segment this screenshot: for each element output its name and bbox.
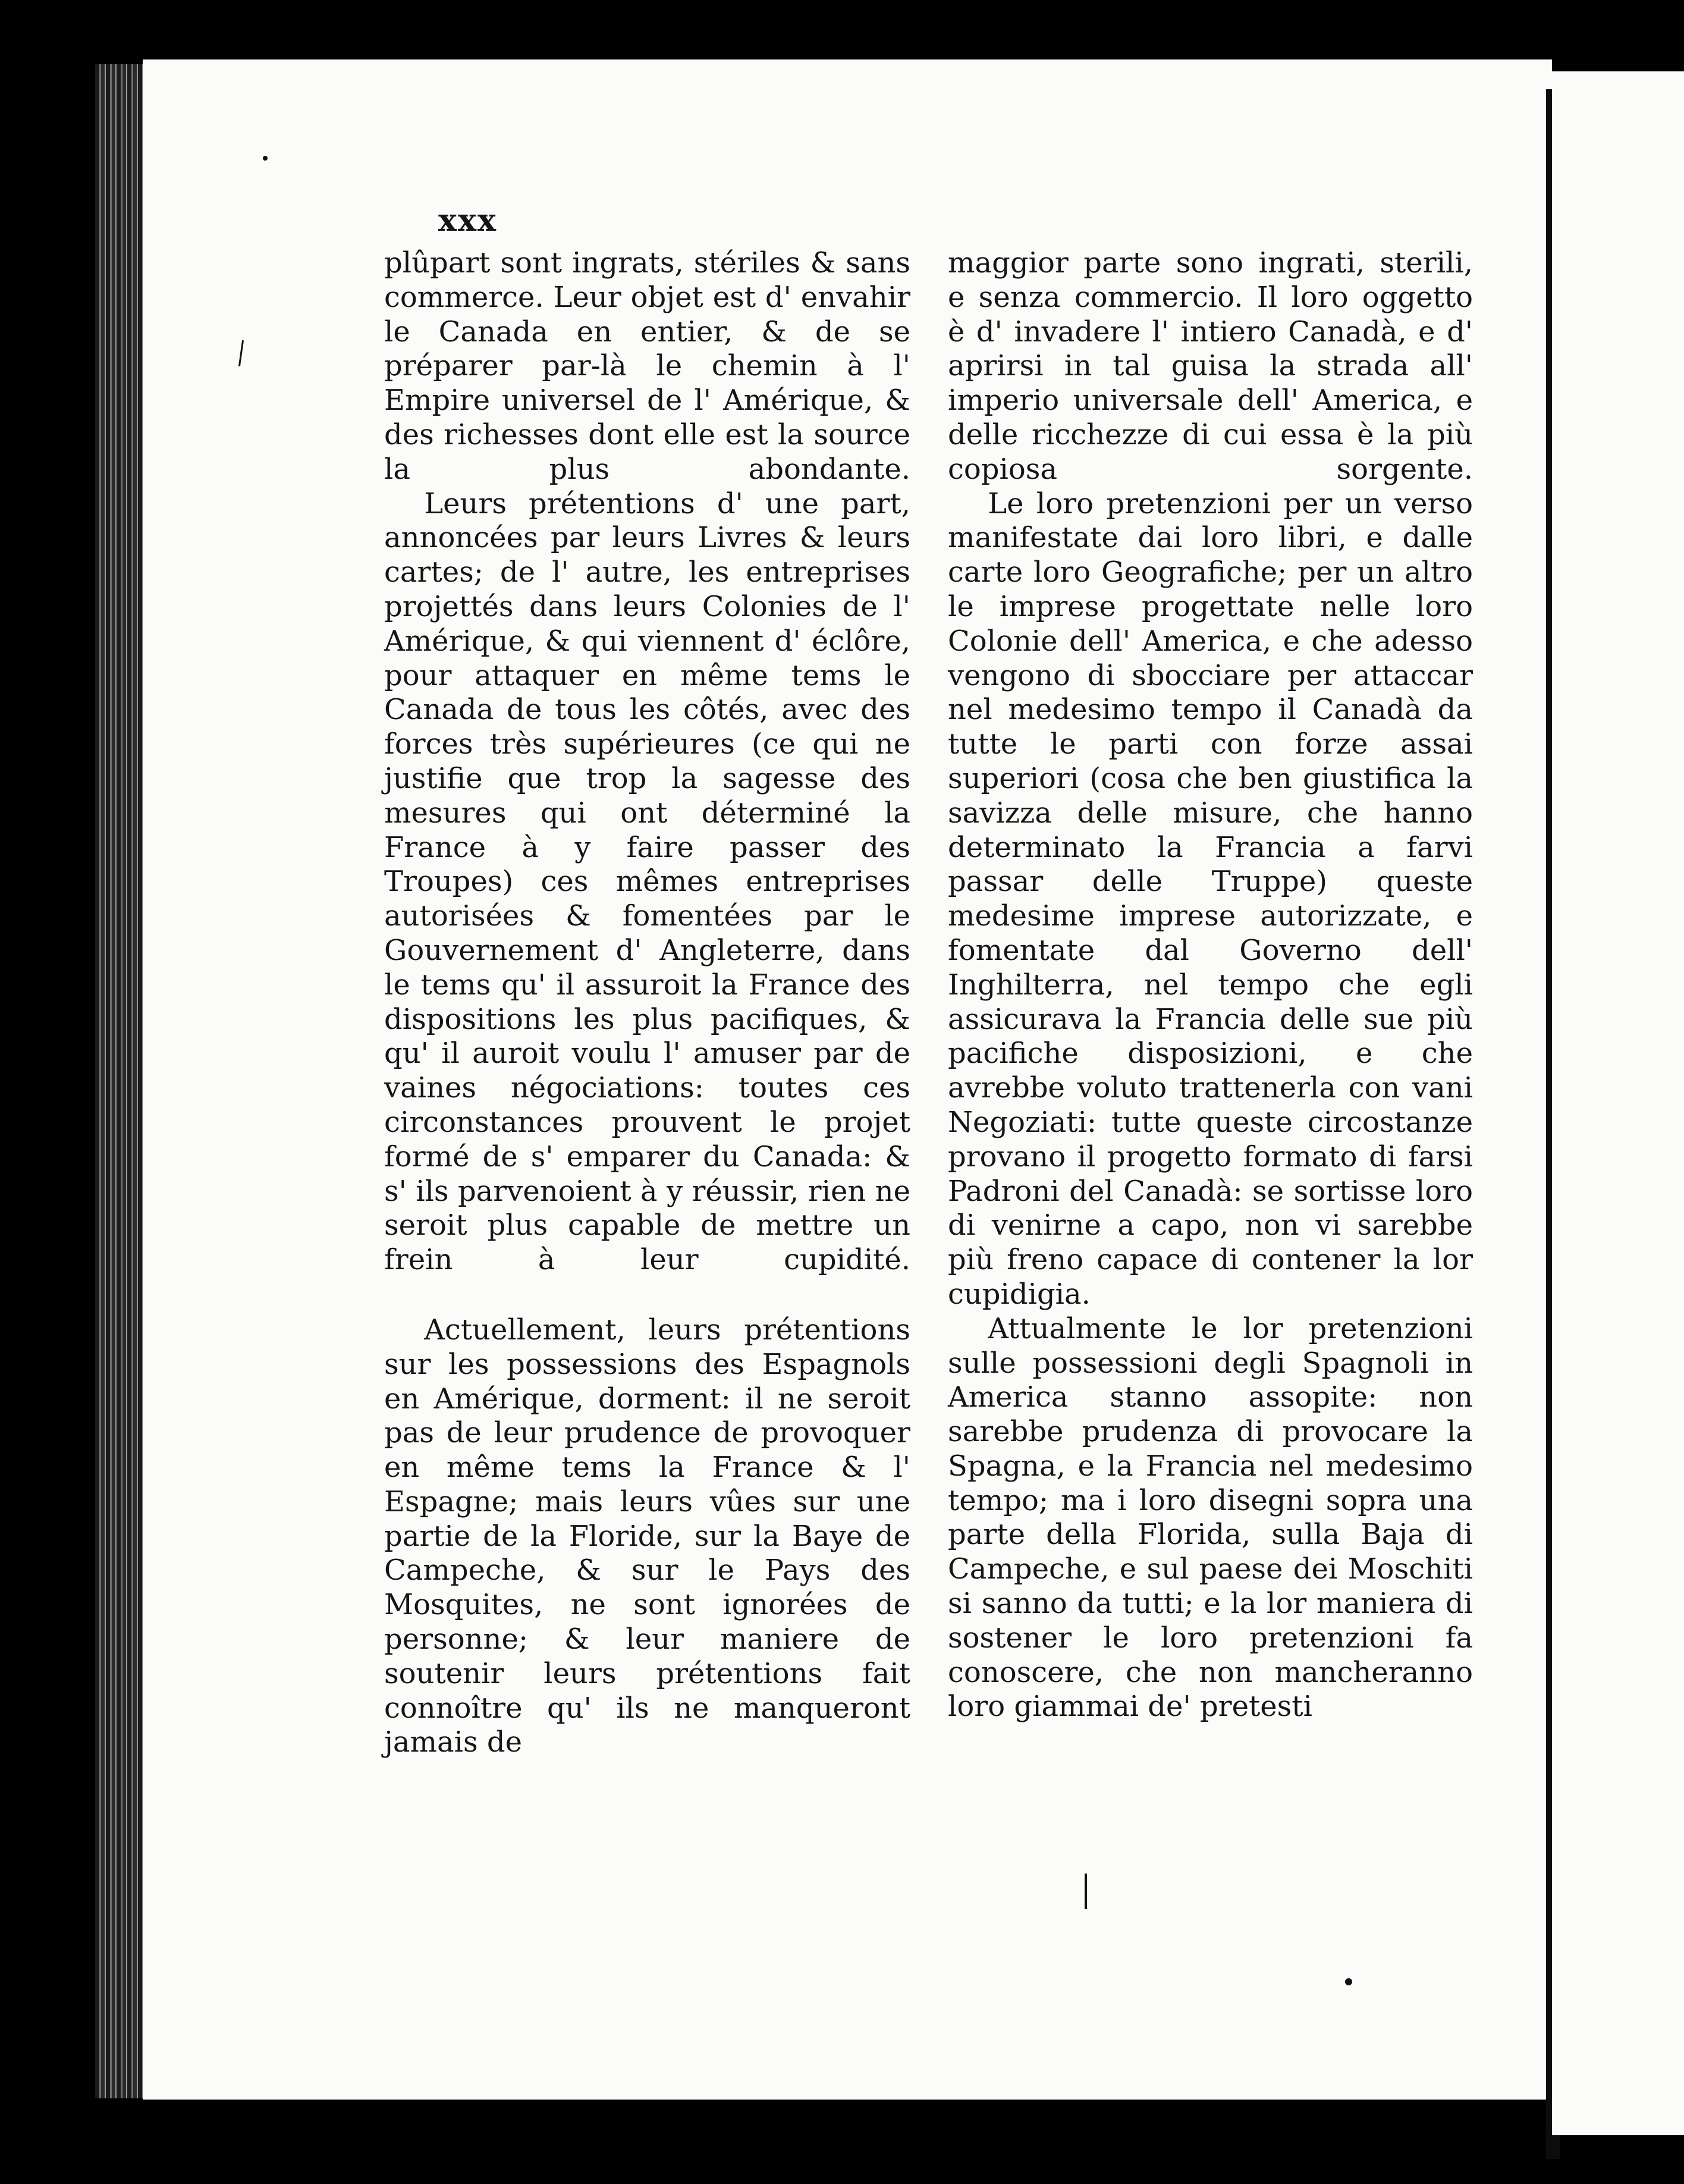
ink-speck [263, 156, 268, 161]
italian-paragraph-2: Le loro pretenzioni per un verso manifestate dai loro libri, e dalle carte loro Geografiche; per un altro le imprese progettate nelle loro Colonie dell' America, e che adesso vengono di sbocciare per attaccar nel medesimo tempo il Canadà da tutte le parti con forze assai superiori (cosa che ben giustifica la savizza delle misure, che hanno determinato la Francia a farvi passar delle Truppe) queste medesime imprese autorizzate, e fomentate dal Governo dell' Inghilterra, nel tempo che egli assicurava la Francia delle sue più pacifiche disposizioni, e che avrebbe voluto trattenerla con vani Negoziati: tutte queste circostanze provano il progetto formato di farsi Padroni del Canadà: se sortisse loro di venirne a capo, non vi sarebbe più freno capace di contener la lor cupidigia. [948, 487, 1473, 1311]
ink-speck [1345, 1978, 1352, 1985]
french-paragraph-2: Leurs prétentions d' une part, annoncées par leurs Livres & leurs cartes; de l' autre, les entreprises projettés dans leurs Colonies de l' Amérique, & qui viennent d' éclôre, pour attaquer en même tems le Canada de tous les côtés, avec des forces très supérieures (ce qui ne justifie que trop la sagesse des mesures qui ont déterminé la France à y faire passer des Troupes) ces mêmes entreprises autorisées & fomentées par le Gouvernement d' Angleterre, dans le tems qu' il assuroit la France des dispositions les plus pacifiques, & qu' il auroit voulu l' amuser par de vaines négociations: toutes ces circonstances prouvent le projet formé de s' emparer du Canada: & s' ils parvenoient à y réussir, rien ne seroit plus capable de mettre un frein à leur cupidité. [384, 487, 910, 1277]
pen-mark [1085, 1874, 1087, 1909]
french-paragraph-3: Actuellement, leurs prétentions sur les possessions des Espagnols en Amérique, dorment: il ne seroit pas de leur prudence de provoquer en même tems la France & l' Espagne; mais leurs vûes sur une partie de la Floride, sur la Baye de Campeche, & sur le Pays des Mosquites, ne sont ignorées de personne; & leur maniere de soutenir leurs prétentions fait connoître qu' ils ne manqueront jamais de [384, 1313, 910, 1759]
italian-paragraph-3: Attualmente le lor pretenzioni sulle possessioni degli Spagnoli in America stanno assopite: non sarebbe prudenza di provocare la Spagna, e la Francia nel medesimo tempo; ma i loro disegni sopra una parte della Florida, sulla Baja di Campeche, e sul paese dei Moschiti si sanno da tutti; e la lor maniera di sostener le loro pretenzioni fa conoscere, che non mancheranno loro giammai de' pretesti [948, 1311, 1473, 1724]
book-spine-edge [95, 64, 150, 2098]
page-number: xxx [438, 202, 498, 239]
french-text-column [384, 246, 910, 1760]
next-page-edge [1552, 71, 1684, 2135]
french-paragraph-1: plûpart sont ingrats, stériles & sans commerce. Leur objet est d' envahir le Canada en entier, & de se préparer par-là le chemin à l' Empire universel de l' Amérique, & des richesses dont elle est la source la plus abondante. [384, 246, 910, 486]
italian-paragraph-1: maggior parte sono ingrati, sterili, e senza commercio. Il loro oggetto è d' invadere l' intiero Canadà, e d' aprirsi in tal guisa la strada all' imperio universale dell' America, e delle ricchezze di cui essa è la più copiosa sorgente. [948, 246, 1473, 486]
italian-text-column [948, 246, 1473, 1724]
